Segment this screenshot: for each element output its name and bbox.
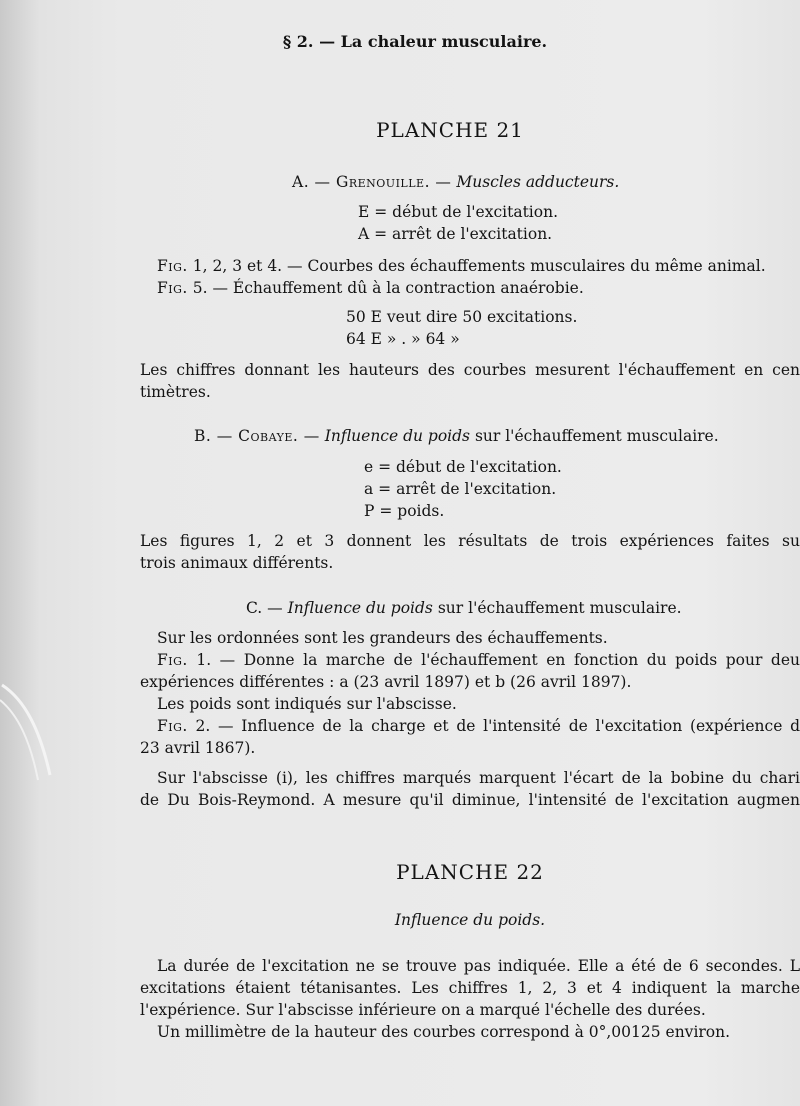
paragraph-line: timètres.	[140, 383, 211, 401]
legend-line: e = début de l'excitation.	[364, 458, 562, 476]
paragraph-line: excitations étaient tétanisantes. Les chiffres 1, 2, 3 et 4 indiquent la marche	[140, 979, 800, 997]
paragraph-line: 23 avril 1867).	[140, 739, 256, 757]
section-c-subject: Influence du poids	[287, 599, 433, 617]
section-b-label: B. — Cobaye. —	[194, 427, 320, 445]
section-a-label: A. — Grenouille. —	[292, 173, 452, 191]
planche-22-subtitle: Influence du poids.	[394, 911, 546, 929]
note-line: 50 E veut dire 50 excitations.	[346, 308, 578, 326]
section-a-subject: Muscles adducteurs.	[456, 173, 620, 191]
paragraph-line: Sur les ordonnées sont les grandeurs des échauffements.	[157, 629, 608, 647]
paragraph-line: Un millimètre de la hauteur des courbes correspond à 0°,00125 environ.	[157, 1023, 731, 1041]
fig-text: 1, 2, 3 et 4. — Courbes des échauffements musculaires du même animal.	[192, 257, 766, 275]
paragraph-line: trois animaux différents.	[140, 554, 334, 572]
paragraph-line: Sur l'abscisse (i), les chiffres marqués marquent l'écart de la bobine du chari	[157, 769, 800, 787]
paragraph-line: Les figures 1, 2 et 3 donnent les résultats de trois expériences faites su	[140, 532, 800, 550]
section-a-heading	[292, 172, 619, 192]
section-c-heading	[246, 598, 682, 618]
planche-22-title: PLANCHE 22	[396, 860, 544, 884]
figure-caption	[157, 650, 800, 670]
section-c-label: C. —	[246, 599, 283, 617]
figure-caption	[157, 716, 800, 736]
section-sep: —	[319, 32, 336, 51]
section-c-rest: sur l'échauffement musculaire.	[437, 599, 682, 617]
figure-caption	[157, 278, 584, 298]
paragraph-line: Les chiffres donnant les hauteurs des courbes mesurent l'échauffement en cen	[140, 361, 800, 379]
paragraph-line: Les poids sont indiqués sur l'abscisse.	[157, 695, 457, 713]
figure-caption	[157, 256, 766, 276]
planche-21-title: PLANCHE 21	[376, 118, 524, 142]
paragraph-line: l'expérience. Sur l'abscisse inférieure on a marqué l'échelle des durées.	[140, 1001, 706, 1019]
fig-text: 5. — Échauffement dû à la contraction anaérobie.	[192, 279, 584, 297]
paragraph-line: La durée de l'excitation ne se trouve pas indiquée. Elle a été de 6 secondes. L	[157, 957, 800, 975]
section-b-rest: sur l'échauffement musculaire.	[474, 427, 719, 445]
legend-line: a = arrêt de l'excitation.	[364, 480, 557, 498]
paragraph-line: de Du Bois-Reymond. A mesure qu'il diminue, l'intensité de l'excitation augmen	[140, 791, 800, 809]
legend-line: E = début de l'excitation.	[358, 203, 559, 221]
legend-line: P = poids.	[364, 502, 445, 520]
binding-thread-decoration	[0, 680, 60, 790]
section-b-subject: Influence du poids	[324, 427, 471, 445]
fig-text: 2. — Influence de la charge et de l'intensité de l'excitation (expérience d	[195, 717, 800, 735]
fig-label: Fig.	[157, 279, 188, 297]
fig-text: 1. — Donne la marche de l'échauffement en fonction du poids pour deu	[196, 651, 800, 669]
section-heading	[200, 32, 630, 52]
fig-label: Fig.	[157, 257, 188, 275]
fig-label: Fig.	[157, 651, 188, 669]
section-number: § 2.	[282, 32, 314, 51]
legend-line: A = arrêt de l'excitation.	[358, 225, 553, 243]
paragraph-line: expériences différentes : a (23 avril 1897) et b (26 avril 1897).	[140, 673, 632, 691]
section-b-heading	[194, 426, 719, 446]
fig-label: Fig.	[157, 717, 188, 735]
note-line: 64 E » . » 64 »	[346, 330, 460, 348]
section-title: La chaleur musculaire.	[340, 32, 548, 51]
